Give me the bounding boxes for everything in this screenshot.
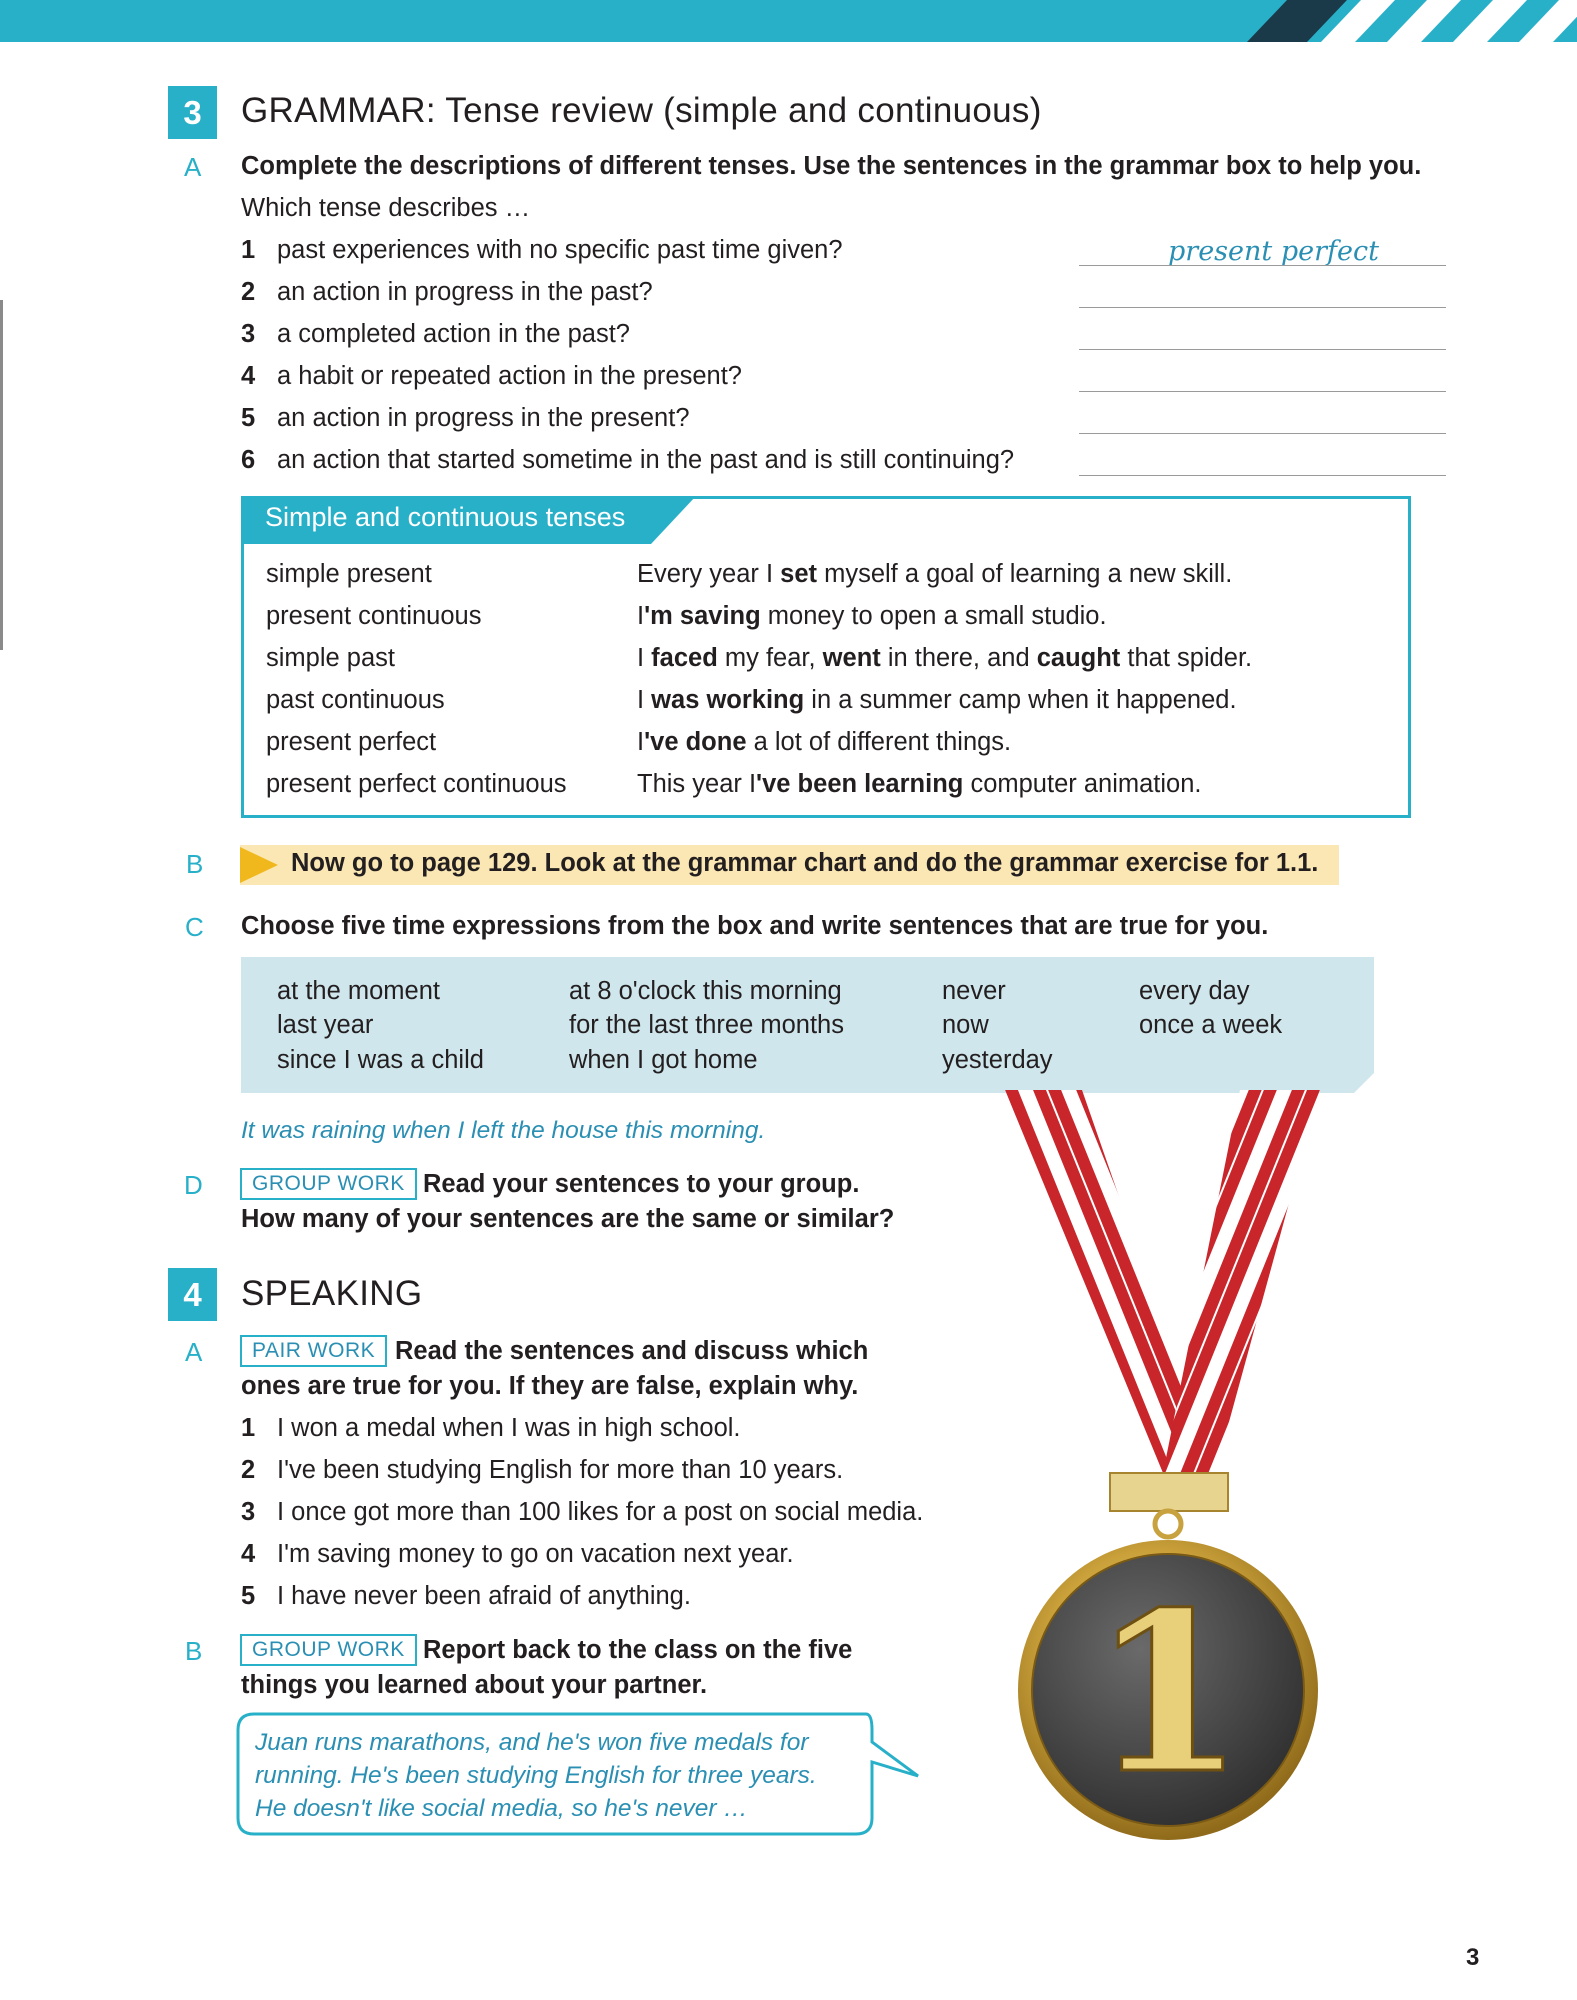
tense-name: past continuous	[266, 686, 445, 714]
answer-line-3[interactable]	[1079, 348, 1446, 350]
tense-name: present continuous	[266, 602, 482, 630]
question-text: an action that started sometime in the past and is still continuing?	[277, 446, 1015, 474]
question-text: past experiences with no specific past time given?	[277, 236, 843, 264]
time-expression: yesterday	[942, 1046, 1053, 1074]
exercise-letter-b: B	[185, 1636, 203, 1666]
answer-line-2[interactable]	[1079, 306, 1446, 308]
time-expression: since I was a child	[277, 1046, 484, 1074]
exercise-letter-b: B	[186, 849, 204, 879]
grammar-box-title: Simple and continuous tenses	[265, 502, 626, 532]
group-work-tag: GROUP WORK	[240, 1168, 417, 1200]
item-number: 5	[241, 1582, 256, 1610]
banner-stripes-decoration	[1247, 0, 1577, 42]
statement-text: I'm saving money to go on vacation next year.	[277, 1540, 794, 1568]
time-expression: last year	[277, 1011, 374, 1039]
question-text: an action in progress in the past?	[277, 278, 653, 306]
instruction-4a-line2: ones are true for you. If they are false, explain why.	[241, 1372, 859, 1400]
time-expression: at 8 o'clock this morning	[569, 977, 842, 1005]
item-number: 2	[241, 1456, 256, 1484]
instruction-4b-line1: Report back to the class on the five	[423, 1636, 853, 1664]
sample-sentence-3c: It was raining when I left the house this morning.	[241, 1117, 766, 1144]
answer-line-1[interactable]	[1079, 264, 1446, 266]
instruction-3d-line2: How many of your sentences are the same or similar?	[241, 1205, 895, 1233]
item-number: 1	[241, 1414, 256, 1442]
item-number: 4	[241, 1540, 256, 1568]
item-number: 2	[241, 278, 256, 306]
section-title-speaking: SPEAKING	[241, 1274, 423, 1313]
medal-number: 1	[1091, 1563, 1245, 1822]
item-number: 3	[241, 320, 256, 348]
group-work-tag: GROUP WORK	[240, 1634, 417, 1666]
tense-name: simple present	[266, 560, 432, 588]
section-title-grammar: GRAMMAR: Tense review (simple and continuous)	[241, 91, 1042, 130]
item-number: 6	[241, 446, 256, 474]
box-corner-fold	[1354, 1073, 1374, 1093]
bubble-line: Juan runs marathons, and he's won five medals for	[255, 1729, 809, 1756]
time-expression: at the moment	[277, 977, 440, 1005]
arrow-right-icon	[240, 847, 278, 883]
tense-name: present perfect	[266, 728, 437, 756]
question-text: a habit or repeated action in the present?	[277, 362, 742, 390]
tense-example: I'm saving money to open a small studio.	[637, 602, 1107, 630]
exercise-letter-d: D	[184, 1170, 203, 1200]
tense-example: I faced my fear, went in there, and caught that spider.	[637, 644, 1253, 672]
speech-bubble-text	[255, 1726, 817, 1825]
instruction-3d-line1: Read your sentences to your group.	[423, 1170, 860, 1198]
instruction-4b-line2: things you learned about your partner.	[241, 1671, 708, 1699]
grammar-box-header	[241, 496, 696, 544]
instruction-4a-line1: Read the sentences and discuss which	[395, 1337, 869, 1365]
item-number: 5	[241, 404, 256, 432]
instruction-3c: Choose five time expressions from the box and write sentences that are true for you.	[241, 912, 1269, 940]
top-banner	[0, 0, 1577, 42]
exercise-letter-c: C	[185, 912, 204, 942]
exercise-letter-a: A	[185, 1337, 203, 1367]
question-text: an action in progress in the present?	[277, 404, 690, 432]
exercise-letter-a: A	[184, 152, 202, 182]
instruction-3b[interactable]: Now go to page 129. Look at the grammar chart and do the grammar exercise for 1.1.	[291, 849, 1319, 877]
statement-text: I have never been afraid of anything.	[277, 1582, 691, 1610]
time-expression: when I got home	[569, 1046, 758, 1074]
gold-medal-icon	[1005, 1090, 1345, 1840]
tense-example: I was working in a summer camp when it happened.	[637, 686, 1237, 714]
bubble-line: He doesn't like social media, so he's never …	[255, 1795, 748, 1822]
pair-work-tag: PAIR WORK	[240, 1335, 387, 1367]
item-number: 4	[241, 362, 256, 390]
tense-example: I've done a lot of different things.	[637, 728, 1012, 756]
time-expression: once a week	[1139, 1011, 1283, 1039]
tense-example: Every year I set myself a goal of learning a new skill.	[637, 560, 1233, 588]
instruction-3a: Complete the descriptions of different tenses. Use the sentences in the grammar box to help you.	[241, 152, 1422, 180]
answer-example: present perfect	[1168, 236, 1379, 267]
tense-example: This year I've been learning computer animation.	[637, 770, 1202, 798]
item-number: 1	[241, 236, 256, 264]
item-number: 3	[241, 1498, 256, 1526]
tense-name: present perfect continuous	[266, 770, 567, 798]
section-number-3: 3	[168, 86, 217, 139]
tense-name: simple past	[266, 644, 395, 672]
page-edge-mark	[0, 300, 3, 650]
answer-line-6[interactable]	[1079, 474, 1446, 476]
section-number-4: 4	[168, 1268, 217, 1321]
time-expression: now	[942, 1011, 989, 1039]
time-expression: never	[942, 977, 1006, 1005]
statement-text: I won a medal when I was in high school.	[277, 1414, 741, 1442]
answer-line-4[interactable]	[1079, 390, 1446, 392]
answer-line-5[interactable]	[1079, 432, 1446, 434]
lead-text-3a: Which tense describes …	[241, 194, 531, 222]
question-text: a completed action in the past?	[277, 320, 630, 348]
bubble-line: running. He's been studying English for three years.	[255, 1762, 817, 1789]
statement-text: I've been studying English for more than 10 years.	[277, 1456, 844, 1484]
statement-text: I once got more than 100 likes for a post on social media.	[277, 1498, 924, 1526]
time-expression: for the last three months	[569, 1011, 844, 1039]
page-number: 3	[1466, 1944, 1480, 1971]
time-expression: every day	[1139, 977, 1250, 1005]
